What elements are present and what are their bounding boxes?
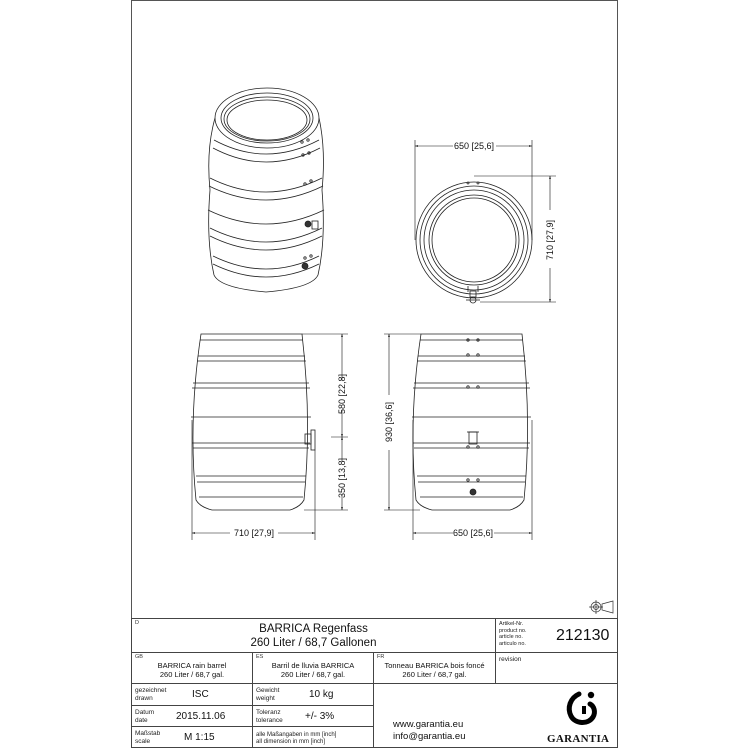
title-block [131, 618, 618, 748]
title-es-cell [252, 652, 374, 684]
lang-tag-gb: GB [135, 654, 143, 660]
article-number-cell [495, 618, 618, 653]
date-label: Datum date [135, 709, 155, 724]
title-de-cell [131, 618, 496, 653]
title-fr-line2: 260 Liter / 68,7 gal. [402, 670, 467, 679]
lang-tag-es: ES [256, 654, 264, 660]
front-height-dimension: 930 [36,6] [384, 401, 394, 443]
title-gb-cell [131, 652, 253, 684]
date-value: 2015.11.06 [176, 711, 226, 722]
scale-label: Maßstab scale [135, 730, 161, 745]
email-link[interactable]: info@garantia.eu [393, 731, 466, 742]
weight-value: 10 kg [309, 689, 334, 700]
title-de-line2: 260 Liter / 68,7 Gallonen [250, 637, 377, 649]
front-view-barrel [412, 334, 531, 510]
front-view-dimensions [384, 334, 532, 540]
lang-tag-fr: FR [377, 654, 385, 660]
first-angle-projection-icon [589, 600, 613, 614]
side-view-barrel [191, 334, 315, 510]
drawn-value: ISC [192, 689, 209, 700]
title-fr-cell [373, 652, 496, 684]
tolerance-label: Toleranz tolerance [256, 709, 283, 724]
drawn-cell [131, 683, 253, 706]
scale-value: M 1:15 [184, 732, 215, 743]
side-width-dimension: 710 [27,9] [233, 528, 275, 538]
title-es-line2: 260 Liter / 68,7 gal. [280, 670, 346, 679]
website-link[interactable]: www.garantia.eu [393, 719, 464, 730]
title-gb-line2: 260 Liter / 68,7 gal. [159, 670, 225, 679]
drawn-label: gezeichnet drawn [135, 687, 167, 702]
contact-info [393, 719, 466, 743]
garantia-logo-icon [562, 688, 602, 730]
side-upper-height-dimension: 580 [22,8] [337, 373, 347, 415]
title-de-line1: BARRICA Regenfass [259, 623, 368, 635]
brand-name: GARANTIA [547, 733, 610, 745]
tolerance-value: +/- 3% [305, 711, 335, 722]
weight-label: Gewicht weight [256, 687, 280, 702]
tolerance-cell [252, 705, 374, 727]
article-label-en: product no. [499, 627, 527, 634]
revision-cell [495, 652, 618, 684]
title-fr-line1: Tonneau BARRICA bois foncé [384, 661, 485, 670]
title-gb-line1: BARRICA rain barrel [157, 661, 227, 670]
scale-cell [131, 726, 253, 748]
lang-tag-de: D [135, 620, 139, 626]
top-depth-dimension: 710 [27,9] [545, 219, 555, 261]
contact-logo-cell [373, 683, 618, 748]
title-es-line1: Barril de lluvia BARRICA [271, 661, 355, 670]
isometric-barrel-view [208, 88, 324, 292]
weight-cell [252, 683, 374, 706]
top-width-dimension: 650 [25,6] [453, 141, 495, 151]
units-note: alle Maßangaben in mm [inch] all dimension in mm [inch] [256, 732, 337, 745]
side-view-dimensions [192, 334, 348, 540]
front-width-dimension: 650 [25,6] [452, 528, 494, 538]
article-number-value: 212130 [556, 627, 610, 644]
article-label-de: Artikel-Nr. [499, 621, 524, 627]
side-lower-height-dimension: 350 [13,8] [337, 457, 347, 499]
date-cell [131, 705, 253, 727]
top-view-barrel [416, 182, 532, 303]
article-label-fr: article no. [499, 634, 523, 640]
revision-label: revision [499, 656, 522, 663]
units-cell [252, 726, 374, 748]
article-label-es: articulo no. [499, 640, 526, 647]
